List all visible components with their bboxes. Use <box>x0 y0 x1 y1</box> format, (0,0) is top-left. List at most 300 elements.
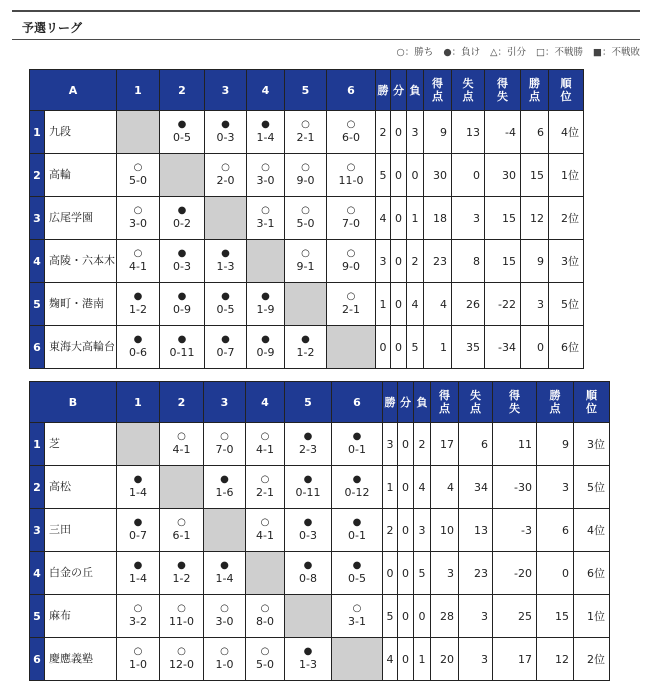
team-name: 白金の丘 <box>45 552 117 595</box>
match-result-cell <box>247 197 285 240</box>
final-rank: 5位 <box>574 466 610 509</box>
goal-difference: 11 <box>493 423 537 466</box>
match-score: 1-4 <box>129 572 147 585</box>
match-score: 0-7 <box>129 529 147 542</box>
result-mark: ○ <box>346 162 356 173</box>
match-result-cell <box>204 638 246 681</box>
points-header <box>521 70 549 111</box>
result-mark: ● <box>352 517 362 528</box>
team-name: 九段 <box>45 111 117 154</box>
result-mark: ● <box>221 291 230 302</box>
goal-difference: -3 <box>493 509 537 552</box>
team-name: 三田 <box>45 509 117 552</box>
result-mark: ○ <box>177 517 186 528</box>
opponent-col-header: 4 <box>247 70 285 111</box>
result-mark: ○ <box>177 646 186 657</box>
self-match-cell <box>160 154 205 197</box>
result-mark: ● <box>133 334 143 345</box>
goals-for: 4 <box>424 283 452 326</box>
result-mark: ● <box>220 474 229 485</box>
match-score: 11-0 <box>338 174 364 187</box>
match-result-cell <box>160 283 205 326</box>
draws-count: 0 <box>398 552 414 595</box>
draws-count: 0 <box>391 326 407 369</box>
match-score: 9-1 <box>296 260 315 273</box>
result-mark: ○ <box>220 431 229 442</box>
match-score: 2-1 <box>256 486 274 499</box>
legend-win: ○：勝ち <box>396 47 434 58</box>
match-result-cell <box>247 111 285 154</box>
match-result-cell <box>332 595 383 638</box>
team-name: 高輪 <box>45 154 117 197</box>
opponent-col-header: 1 <box>117 70 160 111</box>
opponent-col-header: 1 <box>117 382 160 423</box>
match-score: 1-3 <box>299 658 317 671</box>
match-score: 0-12 <box>344 486 370 499</box>
match-result-cell <box>117 240 160 283</box>
goal-difference: 30 <box>485 154 521 197</box>
wins-header: 勝 <box>383 382 398 423</box>
result-mark: ● <box>303 431 313 442</box>
losses-count: 1 <box>407 197 424 240</box>
match-result-cell <box>160 326 205 369</box>
result-mark: ● <box>133 291 143 302</box>
match-score: 4-1 <box>129 260 147 273</box>
header-line: 得 <box>439 389 450 402</box>
goals-against-header <box>452 70 485 111</box>
match-result-cell <box>117 197 160 240</box>
result-mark: ● <box>221 119 230 130</box>
match-score: 11-0 <box>169 615 194 628</box>
table-row <box>30 240 584 283</box>
match-result-cell <box>205 240 247 283</box>
match-result-cell <box>160 111 205 154</box>
result-mark: ○ <box>133 603 143 614</box>
result-mark: ● <box>261 334 270 345</box>
match-score: 0-3 <box>299 529 317 542</box>
result-mark: ○ <box>301 162 310 173</box>
result-mark: ● <box>303 646 313 657</box>
result-mark: ● <box>261 291 270 302</box>
match-score: 12-0 <box>169 658 194 671</box>
match-result-cell <box>160 240 205 283</box>
result-mark: ○ <box>260 517 270 528</box>
result-mark: ○ <box>260 646 270 657</box>
points: 15 <box>537 595 574 638</box>
match-score: 2-1 <box>296 131 315 144</box>
team-number: 3 <box>30 197 45 240</box>
goals-against: 3 <box>459 638 493 681</box>
points: 3 <box>521 283 549 326</box>
goals-for: 1 <box>424 326 452 369</box>
match-score: 0-11 <box>169 346 195 359</box>
match-score: 0-1 <box>348 529 366 542</box>
header-line: 勝 <box>529 77 540 90</box>
header-line: 点 <box>432 90 443 103</box>
header-line: 順 <box>586 389 597 402</box>
match-result-cell <box>332 509 383 552</box>
draws-count: 0 <box>398 595 414 638</box>
final-rank: 2位 <box>549 197 584 240</box>
team-name: 麹町・港南 <box>45 283 117 326</box>
draws-header: 分 <box>391 70 407 111</box>
match-result-cell <box>205 283 247 326</box>
result-mark: ● <box>303 517 313 528</box>
team-number: 3 <box>30 509 45 552</box>
result-mark: ○ <box>352 603 362 614</box>
table-row <box>30 197 584 240</box>
team-name: 広尾学園 <box>45 197 117 240</box>
match-score: 3-1 <box>256 217 275 230</box>
result-mark: ○ <box>133 162 143 173</box>
losses-count: 2 <box>414 423 431 466</box>
table-row <box>30 466 610 509</box>
goal-diff-header <box>485 70 521 111</box>
goals-against: 13 <box>452 111 485 154</box>
result-mark: ● <box>352 431 362 442</box>
goal-difference: 15 <box>485 197 521 240</box>
wins-header: 勝 <box>376 70 391 111</box>
match-result-cell <box>160 595 204 638</box>
final-rank: 6位 <box>549 326 584 369</box>
wins-count: 3 <box>383 423 398 466</box>
match-result-cell <box>204 552 246 595</box>
match-score: 4-1 <box>172 443 191 456</box>
legend-default-loss: ■：不戦敗 <box>593 47 640 58</box>
losses-count: 2 <box>407 240 424 283</box>
match-result-cell <box>285 423 332 466</box>
header-line: 点 <box>462 90 474 103</box>
losses-count: 0 <box>414 595 431 638</box>
result-mark: ○ <box>346 248 356 259</box>
result-mark: ● <box>303 474 313 485</box>
result-mark: ○ <box>260 431 270 442</box>
goal-difference: 25 <box>493 595 537 638</box>
match-result-cell <box>246 595 285 638</box>
result-mark: ○ <box>301 248 310 259</box>
match-result-cell <box>332 552 383 595</box>
goals-against-header <box>459 382 493 423</box>
match-result-cell <box>332 466 383 509</box>
header-line: 失 <box>509 402 520 415</box>
team-number: 1 <box>30 111 45 154</box>
self-match-cell <box>204 509 246 552</box>
goals-against: 0 <box>452 154 485 197</box>
table-row <box>30 638 610 681</box>
match-result-cell <box>285 197 327 240</box>
match-score: 2-1 <box>342 303 360 316</box>
match-result-cell <box>285 326 327 369</box>
header-line: 順 <box>560 77 572 90</box>
result-mark: ○ <box>301 119 310 130</box>
match-score: 1-9 <box>256 303 275 316</box>
table-row <box>30 552 610 595</box>
match-score: 7-0 <box>215 443 234 456</box>
match-result-cell <box>285 552 332 595</box>
goals-against: 23 <box>459 552 493 595</box>
rank-header <box>574 382 610 423</box>
result-mark: ○ <box>346 205 356 216</box>
match-result-cell <box>205 326 247 369</box>
result-mark: ○ <box>261 162 270 173</box>
result-mark: ● <box>177 248 187 259</box>
opponent-col-header: 6 <box>327 70 376 111</box>
result-mark: ○ <box>177 431 186 442</box>
section-header <box>12 10 640 40</box>
match-score: 0-5 <box>173 131 191 144</box>
result-mark: ● <box>221 334 230 345</box>
result-mark: ○ <box>133 646 143 657</box>
team-name: 芝 <box>45 423 117 466</box>
result-mark: ○ <box>346 291 356 302</box>
losses-count: 0 <box>407 154 424 197</box>
losses-count: 3 <box>407 111 424 154</box>
draws-count: 0 <box>398 509 414 552</box>
match-result-cell <box>285 154 327 197</box>
match-score: 1-4 <box>215 572 234 585</box>
result-mark: ● <box>352 560 362 571</box>
draws-count: 0 <box>391 283 407 326</box>
wins-count: 2 <box>376 111 391 154</box>
match-score: 1-2 <box>129 303 147 316</box>
final-rank: 4位 <box>574 509 610 552</box>
match-result-cell <box>117 154 160 197</box>
goals-against: 6 <box>459 423 493 466</box>
match-result-cell <box>117 326 160 369</box>
final-rank: 6位 <box>574 552 610 595</box>
wins-count: 0 <box>376 326 391 369</box>
table-row <box>30 595 610 638</box>
goals-against: 35 <box>452 326 485 369</box>
goals-against: 34 <box>459 466 493 509</box>
result-mark: ● <box>177 205 187 216</box>
points: 6 <box>521 111 549 154</box>
points: 12 <box>537 638 574 681</box>
wins-count: 5 <box>376 154 391 197</box>
match-result-cell <box>285 466 332 509</box>
goal-difference: -22 <box>485 283 521 326</box>
match-score: 0-11 <box>295 486 321 499</box>
table-row <box>30 509 610 552</box>
match-score: 6-1 <box>172 529 191 542</box>
match-result-cell <box>285 111 327 154</box>
header-line: 点 <box>529 90 540 103</box>
opponent-col-header: 2 <box>160 382 204 423</box>
match-score: 3-0 <box>215 615 234 628</box>
result-mark: ● <box>221 248 230 259</box>
goal-difference: 15 <box>485 240 521 283</box>
goals-for: 23 <box>424 240 452 283</box>
league-name-header: A <box>30 70 117 111</box>
final-rank: 3位 <box>574 423 610 466</box>
header-line: 得 <box>497 77 508 90</box>
goal-difference: -34 <box>485 326 521 369</box>
header-line: 点 <box>470 402 481 415</box>
match-score: 0-5 <box>348 572 366 585</box>
match-result-cell <box>285 509 332 552</box>
header-line: 得 <box>509 389 520 402</box>
legend-loss: ●：負け <box>443 47 481 58</box>
wins-count: 4 <box>383 638 398 681</box>
result-mark: ● <box>133 517 143 528</box>
result-mark: ● <box>177 291 187 302</box>
goals-for: 4 <box>431 466 459 509</box>
points-header <box>537 382 574 423</box>
match-result-cell <box>332 423 383 466</box>
goals-against: 26 <box>452 283 485 326</box>
losses-header: 負 <box>414 382 431 423</box>
goal-diff-header <box>493 382 537 423</box>
match-score: 4-1 <box>256 443 274 456</box>
losses-count: 4 <box>414 466 431 509</box>
final-rank: 4位 <box>549 111 584 154</box>
wins-count: 3 <box>376 240 391 283</box>
match-score: 5-0 <box>129 174 147 187</box>
losses-count: 3 <box>414 509 431 552</box>
draws-count: 0 <box>391 240 407 283</box>
match-result-cell <box>160 552 204 595</box>
losses-header: 負 <box>407 70 424 111</box>
match-score: 1-4 <box>256 131 275 144</box>
team-name: 麻布 <box>45 595 117 638</box>
team-name: 東海大高輪台 <box>45 326 117 369</box>
final-rank: 1位 <box>549 154 584 197</box>
match-score: 1-2 <box>296 346 315 359</box>
draws-count: 0 <box>391 197 407 240</box>
match-result-cell <box>117 509 160 552</box>
points: 3 <box>537 466 574 509</box>
result-mark: ● <box>133 474 143 485</box>
match-score: 0-5 <box>216 303 235 316</box>
result-mark: ○ <box>346 119 356 130</box>
draws-header: 分 <box>398 382 414 423</box>
match-score: 1-4 <box>129 486 147 499</box>
self-match-cell <box>327 326 376 369</box>
match-result-cell <box>247 283 285 326</box>
match-score: 0-9 <box>173 303 191 316</box>
wins-count: 2 <box>383 509 398 552</box>
losses-count: 4 <box>407 283 424 326</box>
wins-count: 0 <box>383 552 398 595</box>
team-name: 慶應義塾 <box>45 638 117 681</box>
header-line: 点 <box>439 402 450 415</box>
match-score: 0-3 <box>216 131 235 144</box>
match-result-cell <box>327 240 376 283</box>
goals-for: 30 <box>424 154 452 197</box>
goals-for: 17 <box>431 423 459 466</box>
match-score: 0-1 <box>348 443 366 456</box>
match-result-cell <box>246 638 285 681</box>
goals-for: 10 <box>431 509 459 552</box>
match-result-cell <box>204 466 246 509</box>
draws-count: 0 <box>391 111 407 154</box>
draws-count: 0 <box>398 466 414 509</box>
opponent-col-header: 3 <box>205 70 247 111</box>
page-title: 予選リーグ <box>22 21 83 35</box>
losses-count: 5 <box>414 552 431 595</box>
result-mark: ○ <box>261 205 270 216</box>
header-line: 点 <box>549 402 561 415</box>
team-name: 高松 <box>45 466 117 509</box>
league-table-b <box>29 381 610 681</box>
result-mark: ○ <box>220 603 229 614</box>
points: 15 <box>521 154 549 197</box>
goals-for: 20 <box>431 638 459 681</box>
draws-count: 0 <box>398 638 414 681</box>
team-number: 2 <box>30 154 45 197</box>
result-mark: ● <box>220 560 229 571</box>
self-match-cell <box>332 638 383 681</box>
match-score: 0-9 <box>256 346 275 359</box>
self-match-cell <box>117 423 160 466</box>
result-mark: ○ <box>133 248 143 259</box>
match-result-cell <box>285 240 327 283</box>
result-mark: ● <box>303 560 313 571</box>
result-mark: ○ <box>301 205 310 216</box>
losses-count: 1 <box>414 638 431 681</box>
self-match-cell <box>205 197 247 240</box>
match-result-cell <box>246 466 285 509</box>
match-result-cell <box>160 197 205 240</box>
match-score: 7-0 <box>342 217 360 230</box>
team-number: 1 <box>30 423 45 466</box>
goals-for-header <box>424 70 452 111</box>
goal-difference: -4 <box>485 111 521 154</box>
header-line: 勝 <box>549 389 561 402</box>
result-mark: ○ <box>133 205 143 216</box>
points: 0 <box>537 552 574 595</box>
result-mark: ○ <box>221 162 230 173</box>
match-result-cell <box>327 154 376 197</box>
team-number: 5 <box>30 595 45 638</box>
match-score: 9-0 <box>342 260 360 273</box>
league-name-header: B <box>30 382 117 423</box>
wins-count: 1 <box>376 283 391 326</box>
match-score: 3-1 <box>348 615 366 628</box>
table-row <box>30 283 584 326</box>
final-rank: 3位 <box>549 240 584 283</box>
result-mark: ● <box>133 560 143 571</box>
header-line: 失 <box>462 77 474 90</box>
goals-for: 9 <box>424 111 452 154</box>
self-match-cell <box>117 111 160 154</box>
result-mark: ● <box>177 560 186 571</box>
match-result-cell <box>327 283 376 326</box>
match-result-cell <box>327 197 376 240</box>
result-mark: ● <box>301 334 310 345</box>
match-score: 0-3 <box>173 260 191 273</box>
match-result-cell <box>205 111 247 154</box>
table-row <box>30 111 584 154</box>
team-number: 4 <box>30 240 45 283</box>
match-score: 0-7 <box>216 346 235 359</box>
table-row <box>30 154 584 197</box>
table-row <box>30 423 610 466</box>
league-table-a <box>29 69 584 369</box>
match-result-cell <box>204 423 246 466</box>
match-score: 4-1 <box>256 529 274 542</box>
result-mark: ● <box>177 334 187 345</box>
final-rank: 1位 <box>574 595 610 638</box>
wins-count: 5 <box>383 595 398 638</box>
match-result-cell <box>246 423 285 466</box>
opponent-col-header: 4 <box>246 382 285 423</box>
match-score: 1-6 <box>215 486 234 499</box>
goals-against: 8 <box>452 240 485 283</box>
goal-difference: -30 <box>493 466 537 509</box>
legend-draw: △：引分 <box>490 47 526 58</box>
header-line: 失 <box>470 389 481 402</box>
